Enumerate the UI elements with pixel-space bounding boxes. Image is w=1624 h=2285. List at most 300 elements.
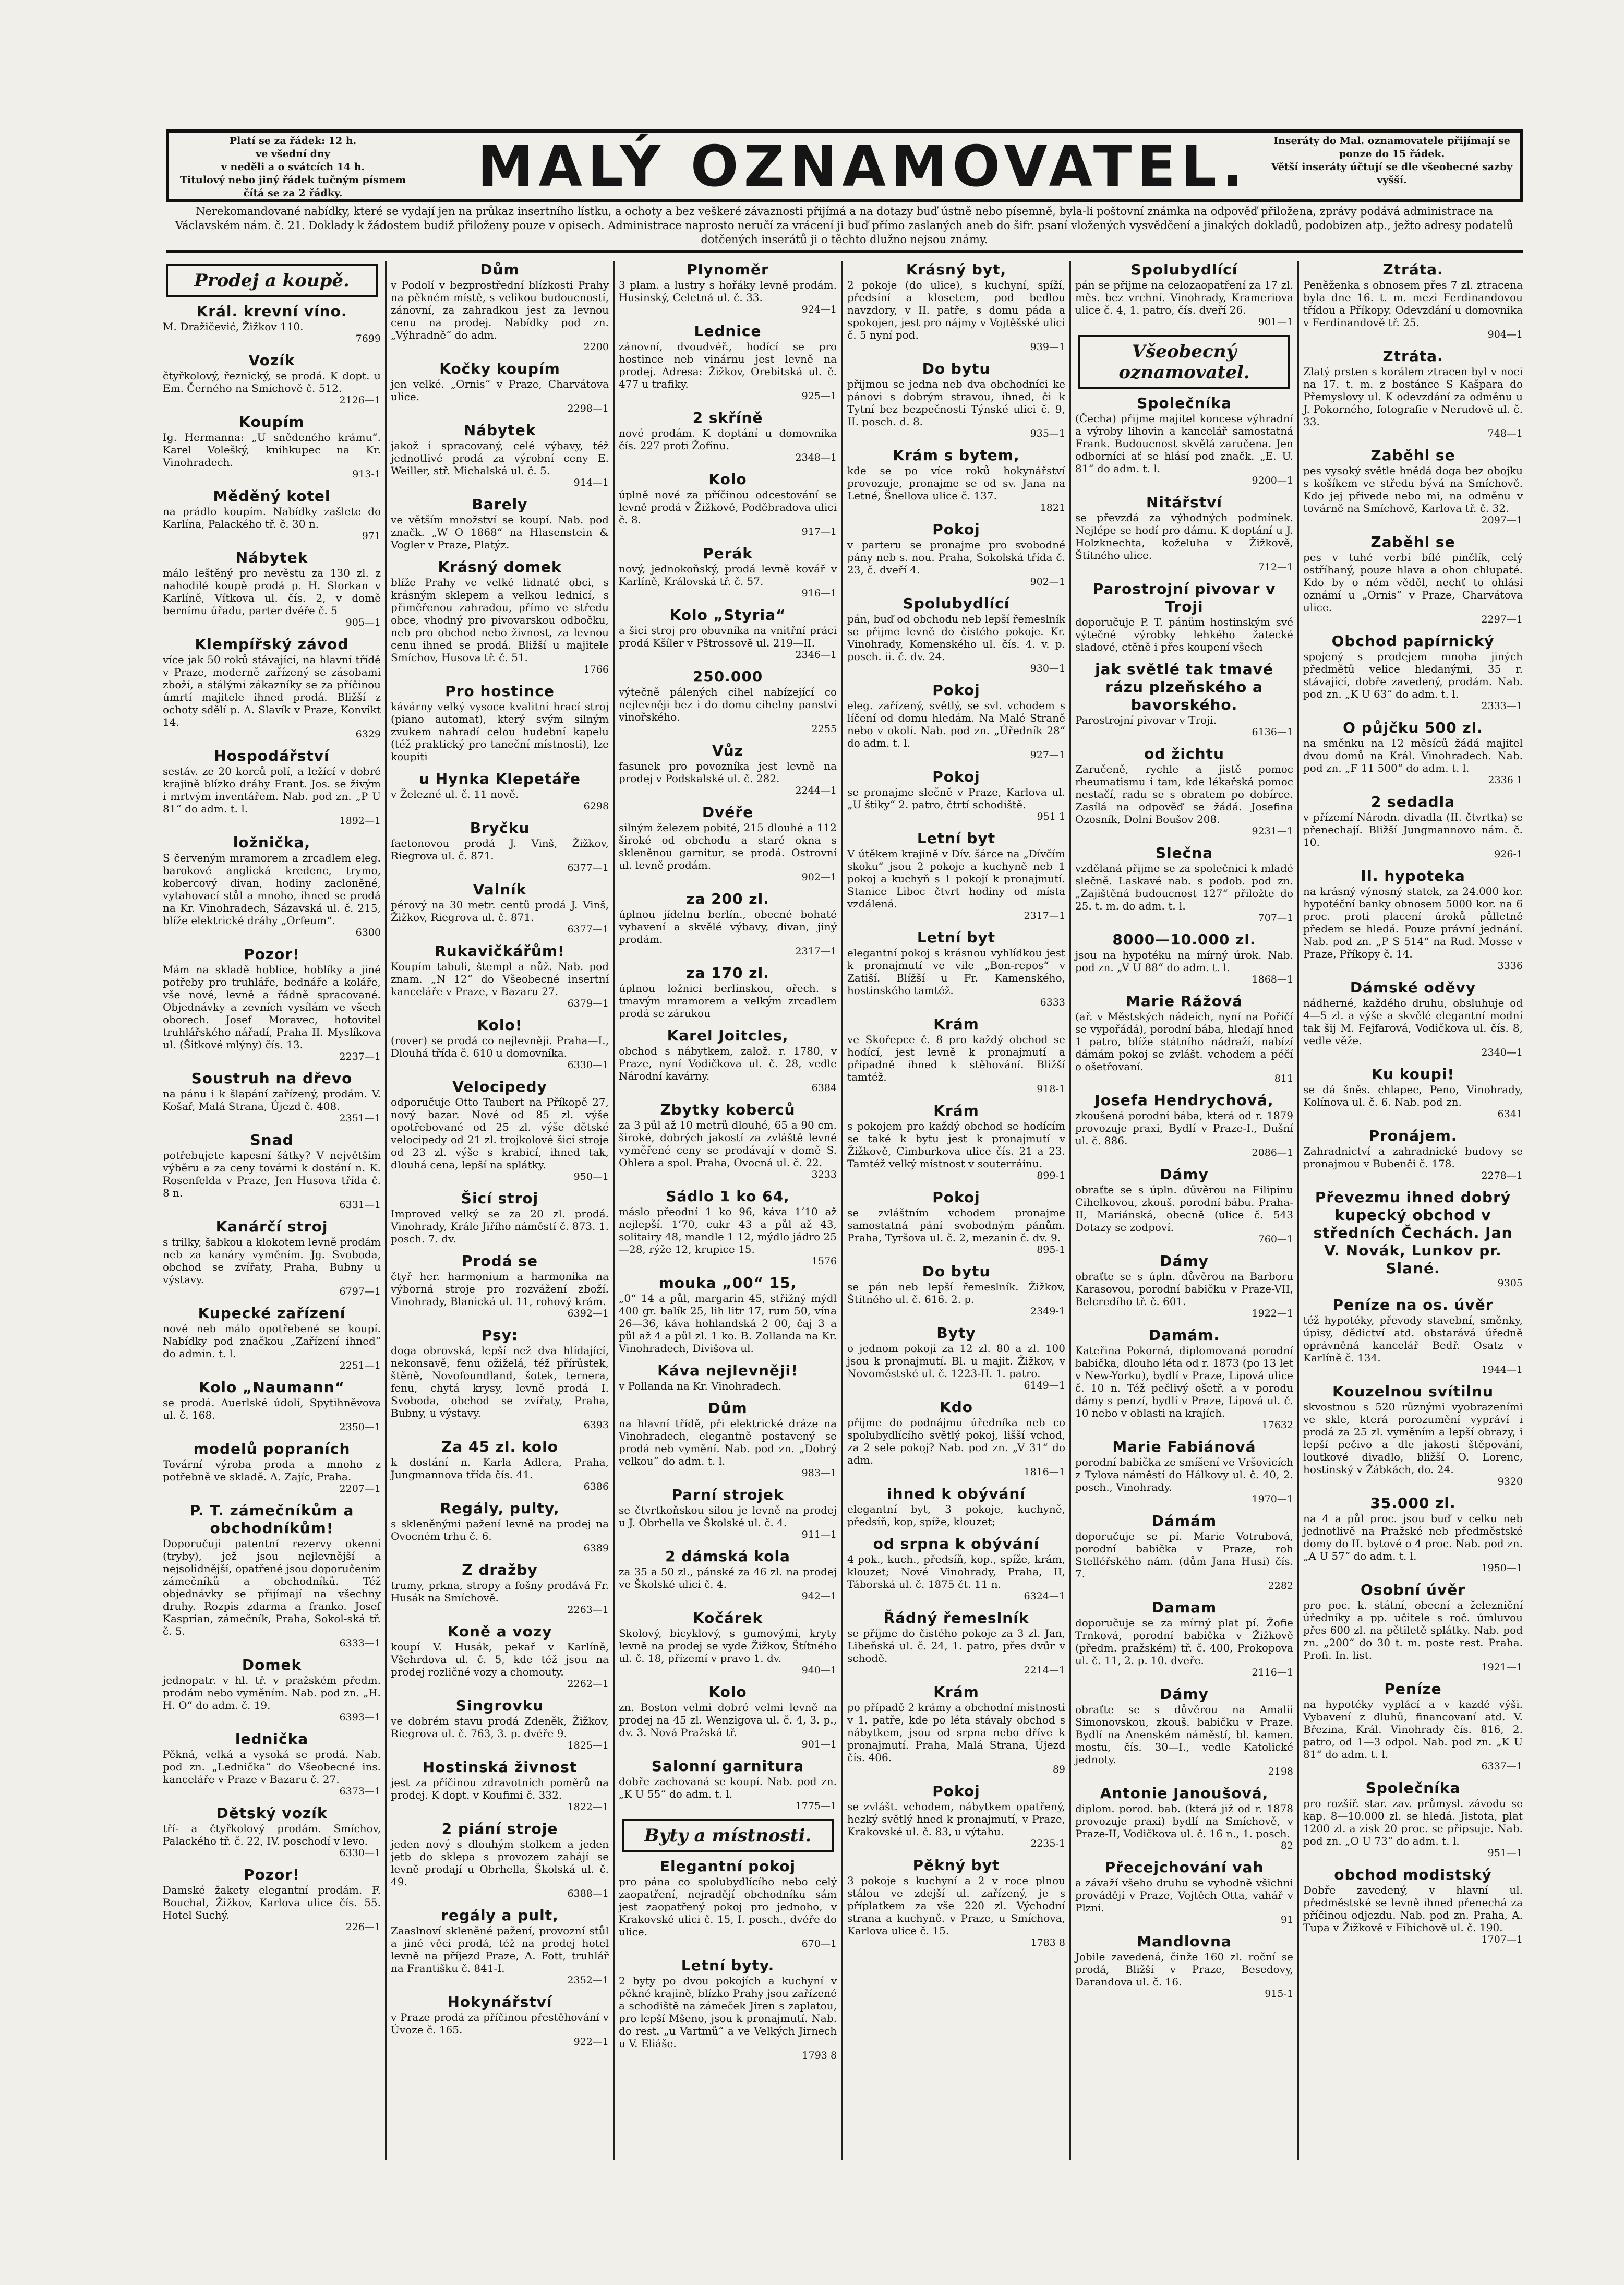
ad-text: doporučuje se pí. Marie Votrubová, porodní babička v Praze, roh Stelléřského nám. (dům Jana Husi) čís. 7. [1075,1530,1293,1580]
ad-column [159,261,387,2160]
ad-code: 6393 [583,1419,609,1431]
ad-heading: Ztráta. [1382,348,1443,365]
ad-heading: Zaběhl se [1370,447,1455,464]
ad-heading: Převezmu ihned dobrý kupecký obchod v středních Čechách. Jan V. Novák, Lunkov pr. Slané. [1313,1189,1513,1277]
ad-text: Improved velký se za 20 zl. prodá. Vinohrady, Krále Jiřího náměstí č. 873. 1. posch. 7. dv. [391,1207,609,1245]
classified-ad [391,942,609,1009]
ad-text: úplnou jídelnu berlín., obecné bohaté vybavení a skvělé výbavy, divan, jiný prodám. [619,908,837,946]
ad-code: 951 1 [1037,811,1065,822]
ad-text: Peněženka s obnosem přes 7 zl. ztracena byla dne 16. t. m. mezi Ferdinandovou třídou a Příkopy. Odevzdání u domovnika v Ferdinandově tř. 25. [1303,279,1523,329]
ad-heading: jak světlé tak tmavé rázu plzeňského a bavorského. [1095,661,1273,713]
ad-code: 2086—1 [1252,1147,1293,1158]
ad-code: 760—1 [1258,1234,1293,1245]
ad-text: Zaaslnoví skleněné pažení, provozní stůl a jiné věci prodá, též na prodej hotel levně na příjezd Praze, A. Fott, truhlář na Františku č. 841-I. [391,1924,609,1975]
ad-heading: Damam [1151,1599,1217,1616]
classified-ad [1303,1189,1523,1289]
ad-code: 17632 [1261,1419,1293,1431]
ad-code: 6341 [1497,1108,1523,1120]
ad-text: „0“ 14 a půl, margarin 45, střižný mýdl 400 gr. balík 25, lih litr 17, rum 50, vína 26—36, káva hohlandská 2 00, čaj 3 a půl až 4 a půl zl. 1 ko. B. Zollanda na Kr. Vinohradech, Divišova ul. [619,1292,837,1355]
ad-heading: 35.000 zl. [1370,1494,1456,1512]
classified-ad [619,606,837,661]
ad-heading: u Hynka Klepetáře [419,770,581,787]
classified-ad [619,1957,837,2061]
ad-heading: Kolo [708,471,747,488]
classified-ad [391,1820,609,1899]
ad-code: 2198 [1268,1766,1293,1777]
ad-code: 2263—1 [567,1604,609,1616]
classified-ad [391,1500,609,1554]
ad-code: 971 [362,530,381,542]
ad-text: ve Skořepce č. 8 pro každý obchod se hodící, jest levně k pronajmutí a připadně ihned k stěhování. Bližší tamtéž. [847,1033,1065,1083]
classified-ad [847,1609,1065,1676]
classified-ad [1303,1127,1523,1181]
ad-text: S červeným mramorem a zrcadlem eleg. barokové anglická kredenc, trymo, kobercový divan, hodiny zacloněné, vytahovací stůl a mnoho, ihned se prodá na Kr. Vinohradech, Sázavská ul. č. 215, blíže elektrické dráhy „Orfeum“. [163,852,381,927]
classified-ad [1075,394,1293,486]
classified-ad [847,1324,1065,1391]
ad-text: se pán neb lepší řemeslník. Žižkov, Štítného ul. č. 616. 2. p. [847,1281,1065,1306]
ad-heading: Měděný kotel [213,487,331,505]
ad-text: Mám na skladě hoblice, hoblíky a jiné potřeby pro truhláře, bednáře a koláře, vše nové, levně a řádně spracované. Objednávky a zevních vysílám ve všech oborech. Josef Moravec, hotovitel truhlářského nářadí, Praha II. Myslíkova ul. (Šitkové mlýny) čís. 13. [163,963,381,1051]
ad-heading: Kolo „Styria“ [669,606,786,624]
classified-ad [1303,867,1523,972]
ad-heading: za 170 zl. [686,964,769,982]
ad-heading: Perák [703,545,753,562]
classified-ad [163,834,381,938]
ad-code: 2352—1 [567,1975,609,1986]
classified-ad [619,1548,837,1602]
ad-heading: Singrovku [455,1697,544,1714]
ad-code: 82 [1280,1840,1293,1851]
classified-ad [619,804,837,883]
classified-ad [1303,533,1523,625]
ad-heading: Parostrojní pivovar v Troji [1092,580,1276,615]
ad-heading: Nábytek [463,422,536,439]
ad-text: výtečně pálených cihel nabízející co nejlevněji bez i do domu cihelny panství vinořského. [619,686,837,723]
ad-code: 901—1 [801,1739,837,1750]
classified-ad [1075,844,1293,924]
classified-ad [391,1758,609,1813]
section-heading: Byty a místnosti. [622,1819,834,1852]
ad-text: 2 pokoje (do ulice), s kuchyní, spíží, předsíní a klosetem, pod bedlou navzdory, v II. patře, s domu páda a spokojen, jest pro nájmy v Vojtěšské ulici č. 5 nyní pod. [847,279,1065,341]
ad-heading: Koupím [239,413,305,430]
classified-ad [391,1907,609,1986]
ad-code: 6324—1 [1024,1590,1065,1602]
ad-heading: 2 sedadla [1370,793,1455,810]
ad-text: v parteru se pronajme pro svobodné pány neb s. nou. Praha, Sokolská třída č. 23, č. dveří 4. [847,539,1065,576]
ad-code: 935—1 [1030,428,1065,439]
ad-text: jakož i spracovaný, celé výbavy, též jednotlivé prodá za výrobní ceny E. Weiller, stř. Michalská ul. č. 5. [391,439,609,477]
ad-heading: modelů popraních [193,1440,351,1457]
ad-code: 2317—1 [1024,910,1065,922]
classified-ad [163,303,381,344]
ad-heading: Dům [708,1399,748,1417]
ad-code: 6377—1 [567,862,609,874]
ad-heading: Pokoj [932,1782,980,1800]
classified-ad [163,1218,381,1297]
ad-text: jen velké. „Ornis“ v Praze, Charvátova ulice. [391,378,609,403]
classified-ad [163,1131,381,1211]
ad-heading: Parní strojek [671,1486,784,1503]
condition-line: Větší inseráty účtují se dle všeobecné sazby vyšší. [1271,161,1513,186]
classified-ad [847,261,1065,353]
ad-text: doga obrovská, lepší než dva hlídající, nekonsavě, fenu ožiželá, též přírůstek, štěně, Novofoundland, šotek, ternera, fenu, chytá krysy, levně prodá I. Svoboda, obchod se zvířaty, Praha, Bubny, u výstavy. [391,1344,609,1419]
ad-text: obchod s nábytkem, založ. r. 1780, v Praze, nyní Vodičkova ul. č. 28, vedle Národní kavárny. [619,1045,837,1082]
ad-heading: obchod modistský [1334,1866,1492,1883]
administration-notice: Nerekomandované nabídky, které se vydají jen na průkaz insertního lístku, a ochoty a bez veškeré závaznosti přijímá a na dotazy buď ústně nebo písemně, byla-li poštovní známka na odpověď přiložena, zprávy podává administrace na Václavském nám. č. 21. Doklady k žádostem budiž přiloženy pouze v opisech. Administrace naprosto neručí za vrácení ji buď přímo zaslaných aneb do šifr. psaní vložených vysvědčení a jinakých dokladů, podobizen atp., ježto adresy podatelů dotčených inserátů ji o těchto dlužno nejsou známy. [166,205,1523,253]
ad-code: 2346—1 [795,649,837,661]
ad-heading: Hospodářství [214,747,330,764]
classified-ad [847,1102,1065,1181]
ad-code: 1766 [583,664,609,675]
ad-heading: Ku koupi! [1371,1066,1455,1083]
ad-text: na hypotéky vyplácí a v kazdé výši. Vybavení z dluhů, financovaní atd. V. Březina, Král. Vinohrady čís. 816, 2. patro, od 1—3 odpol. Nab. pod zn. „K U 81“ do adm. t. l. [1303,1698,1523,1761]
ad-text: eleg. zařízený, světlý, se svl. vchodem s líčení od domu hledám. Na Malé Straně nebo v okolí. Nab. pod zn. „Úředník 28“ do adm. t. l. [847,699,1065,749]
ad-code: 6298 [583,800,609,812]
ad-code: 6386 [583,1481,609,1492]
ad-heading: ihned k obývání [887,1485,1026,1502]
ad-heading: Mandlovna [1137,1933,1232,1950]
classified-ad [1303,1066,1523,1120]
classified-ad [1075,1326,1293,1431]
classified-ad [1075,1092,1293,1158]
ad-text: blíže Prahy ve velké lidnaté obci, s krásným sklepem a velkou lednicí, s přiměřenou zahradou, přímo ve středu obce, vhodný pro pivovarskou odbočku, neb pro obchod nebo živnost, za levnou cenu ihned se prodá. Bližší u majitele Smíchov, Husova tř. č. 51. [391,576,609,664]
ad-text: přijmou se jedna neb dva obchodníci ke pánovi s dobrým stravou, ihned, či k Tytní bez bezpečnosti Týnské ulici č. 9, II. posch. d. 8. [847,378,1065,428]
ad-heading: Spolubydlící [1130,261,1238,278]
ad-code: 2251—1 [339,1360,381,1371]
classified-ad [1303,447,1523,526]
rate-line: Titulový nebo jiný řádek tučným písmem čítá se za 2 řádky. [179,174,406,199]
ad-code: 916—1 [801,588,837,599]
ad-text: též hypotéky, převody stavební, směnky, úpisy, dědictví atd. obstarává úředně oprávněná kancelář Bedř. Osatz v Karlíně č. 134. [1303,1314,1523,1364]
classified-ad [391,496,609,551]
ad-code: 6389 [583,1542,609,1554]
ad-heading: Dámské oděvy [1350,979,1476,996]
ad-heading: Regály, pulty, [440,1500,560,1517]
ad-heading: Dámám [1151,1512,1217,1529]
classified-ad [847,1398,1065,1478]
ad-text: v Praze prodá za příčinou přestěhování v Úvoze č. 165. [391,2011,609,2036]
ad-text: V útěkem krajině v Dív. šárce na „Dívčím skoku“ jsou 2 pokoje a kuchyně neb 1 pokoj a kuchyň s 1 pokojí k pronajmutí. Stanice Liboc čtvrt hodiny od místa vzdálená. [847,847,1065,910]
ad-code: 911—1 [801,1529,837,1540]
ad-text: se zvláštním vchodem pronajme samostatná pání svobodným pánům. Praha, Tyršova ul. č. 2, mezanin č. dv. 9. [847,1206,1065,1244]
ad-heading: Prodá se [462,1252,538,1270]
ad-text: kde se po více roků hokynářství provozuje, pronajme se od sv. Jana na Letné, Šnellova ulice č. 137. [847,464,1065,502]
ad-heading: Slečna [1155,844,1213,862]
ad-text: pérový na 30 metr. centů prodá J. Vinš, Žižkov, Riegrova ul. č. 871. [391,899,609,924]
ad-heading: Spolubydlící [903,595,1010,612]
ad-code: 901—1 [1258,316,1293,328]
classified-ad [163,1656,381,1723]
ad-text: pes vysoký světle hnědá doga bez obojku s košíkem ve středu bývá na Smíchově. Kdo jej přivede nebo mi, na odměnu v továrně na Smíchově, Karlova tř. č. 32. [1303,464,1523,515]
ad-text: v Podolí v bezprostřední blízkosti Prahy na pěkném místě, s velikou budoucností, zánovní, za zahradkou jest za levnou cenu na prodej. Nabídky pod zn. „Výhradně“ do adm. [391,279,609,341]
ad-text: odporučuje Otto Taubert na Příkopě 27, nový bazar. Nové od 85 zl. výše opotřebované od 25 zl. výše dětské velocipedy od 21 zl. trojkolové šicí stroje od 23 zl. výše s krabicí, ihned tak, dlouhá cena, lepší na splátky. [391,1096,609,1171]
ad-heading: Kolo „Naumann“ [198,1379,345,1396]
ad-text: čtyřkolový, řeznický, se prodá. K dopt. u Em. Černého na Smíchově č. 512. [163,369,381,394]
ad-heading: Antonie Janoušová, [1100,1785,1269,1802]
ad-code: 1775—1 [795,1800,837,1812]
ad-code: 2116—1 [1252,1667,1293,1678]
classified-ad [1075,1933,1293,2000]
ad-code: 2214—1 [1024,1665,1065,1676]
ad-heading: Do bytu [922,360,991,377]
ad-heading: mouka „00“ 15, [658,1274,797,1291]
ad-code: 6337—1 [1481,1761,1523,1772]
ad-code: 925—1 [801,390,837,402]
classified-ad [847,360,1065,439]
classified-ad [847,1263,1065,1317]
ad-heading: Rukavičkářům! [435,942,565,960]
classified-ad [391,1326,609,1431]
section-heading: Prodej a koupě. [166,264,378,297]
classified-ad [619,1101,837,1180]
classified-ad [1075,1685,1293,1777]
ad-code: 707—1 [1258,912,1293,924]
ad-heading: Letní byt [917,830,996,847]
classified-ad [391,422,609,488]
ad-text: sestáv. ze 20 korců polí, a ležící v dobré krajině blízko dráhy Frant. Jos. se živým i mrtvým inventářem. Nab. pod zn. „P U 81“ do adm. t. l. [163,765,381,815]
ad-heading: Pro hostince [445,683,555,700]
ad-text: se dá šněs. chlapec, Peno, Vinohrady, Kolínova ul. č. 6. Nab. pod zn. [1303,1083,1523,1108]
ad-text: pro poc. k. státní, obecní a železniční úředníky a pp. učitele s roč. úmluvou přes 600 zl. na pětiletě splátky. Nab. pod zn. „200“ do 30 t. m. poste rest. Praha. Profi. In. list. [1303,1599,1523,1661]
ad-text: Tovární výroba proda a mnoho z potřebně ve skladě. A. Zajíc, Praha. [163,1458,381,1483]
classified-ad [847,595,1065,674]
ad-text: nové prodám. K doptání u domovnika čís. 227 proti Žofínu. [619,427,837,452]
ad-code: 6373—1 [339,1786,381,1797]
masthead-conditions [1269,135,1514,187]
ad-code: 6149—1 [1024,1380,1065,1391]
ad-code: 1922—1 [1252,1308,1293,1319]
ad-code: 924—1 [801,304,837,315]
classified-ad [1303,1866,1523,1945]
ad-text: se prodá. Auerlské údolí, Spytihněvova ul. č. 168. [163,1396,381,1421]
ad-code: 2207—1 [339,1483,381,1494]
ad-code: 905—1 [345,617,381,628]
ad-code: 902—1 [1030,576,1065,588]
classified-ad [619,1858,837,1949]
ad-text: na prádlo koupím. Nabídky zašlete do Karlína, Palackého tř. č. 30 n. [163,505,381,530]
classified-ad [847,681,1065,761]
ad-code: 2297—1 [1481,614,1523,625]
classified-ad [391,1993,609,2048]
ad-code: 1707—1 [1481,1934,1523,1945]
ad-code: 1816—1 [1024,1466,1065,1478]
ad-heading: Marie Fabiánová [1112,1438,1256,1455]
classified-ad [1303,1581,1523,1673]
ad-code: 7699 [355,333,381,344]
ad-code: 6300 [355,927,381,938]
classified-ad [619,1399,837,1479]
ad-heading: Soustruh na dřevo [191,1070,353,1087]
classified-ad [163,352,381,406]
ad-text: ve větším množství se koupí. Nab. pod značk. „W O 1868“ na Hlasenstein & Vogler v Praze, Platýz. [391,513,609,551]
ad-text: s skleněnými pažení levně na prodej na Ovocném trhu č. 6. [391,1517,609,1542]
ad-code: 1821 [1040,502,1065,513]
ad-code: 2348—1 [795,452,837,463]
ad-heading: Vozík [248,352,295,369]
ad-text: Pěkná, velká a vysoká se prodá. Nab. pod zn. „Lednička“ do Všeobecné ins. kanceláře v Praze v Bazaru č. 27. [163,1748,381,1786]
ad-code: 2237—1 [339,1051,381,1062]
ad-text: nový, jednokoňský, prodá levně kovář v Karlíně, Královská tř. č. 57. [619,563,837,588]
classified-ad [619,1274,837,1355]
ad-heading: Domek [242,1656,302,1673]
classified-ad [1303,261,1523,340]
ad-code: 895-1 [1037,1244,1065,1255]
classified-ad [619,890,837,957]
ad-text: doporučuje se za mírný plat pí. Žofie Trnková, porodní babička v Žižkově (předm. pražském) tř. č. 400, Prokopova ul. č. 11, 2. p. 10. dveře. [1075,1617,1293,1667]
ad-heading: Psy: [481,1326,519,1344]
ad-code: 950—1 [573,1171,609,1182]
ad-code: 1970—1 [1252,1493,1293,1505]
ad-text: (rover) se prodá co nejlevněji. Praha—I., Dlouhá třída č. 610 u domovníka. [391,1034,609,1059]
ad-text: obraťte se s úpln. důvěrou na Filipinu Cihelkovou, zkouš. porodní bábu. Praha-II, Mariánská, obecně (ulice č. 543 Dotazy se zodpoví. [1075,1183,1293,1234]
classified-ad [163,1379,381,1433]
classified-ad [391,1190,609,1245]
ad-heading: Kolo [708,1683,747,1701]
classified-ad [619,261,837,315]
ad-heading: Karel Joitcles, [667,1027,789,1044]
ad-heading: Kouzelnou svítilnu [1332,1383,1494,1400]
ad-code: 2340—1 [1481,1047,1523,1058]
ad-heading: II. hypoteka [1361,867,1465,884]
ad-heading: Pozor! [244,1866,300,1883]
ad-code: 2333—1 [1481,700,1523,712]
ad-code: 9320 [1497,1476,1523,1487]
ad-heading: Snad [250,1131,294,1149]
ad-heading: Kočárek [692,1609,763,1626]
classified-ad [1075,1599,1293,1678]
ad-heading: Krám [933,1683,979,1701]
ad-text: porodní babička ze smíšení ve Vršovicích z Tylova náměstí do Hálkovy ul. č. 40, 2. posch., Vinohrady. [1075,1456,1293,1493]
ad-heading: Pokoj [932,1189,980,1206]
ad-heading: Pokoj [932,768,980,785]
ad-text: Skolový, bicyklový, s gumovými, kryty levně na prodej se vyde Žižkov, Štítného ul. č. 18, přízemí v pravo 1. dv. [619,1627,837,1665]
ad-code: 1868—1 [1252,974,1293,985]
ad-heading: Hokynářství [447,1993,552,2011]
classified-ad [619,668,837,735]
classified-ad [163,636,381,740]
ad-text: máslo přeodní 1 ko 96, káva 1‘10 až nejlepší. 1‘70, cukr 43 a půl až 43, solitairy 48, mandle 1 12, mýdlo jádro 25—28, rýže 12, krupice 15. [619,1205,837,1255]
ad-heading: Sádlo 1 ko 64, [666,1188,790,1205]
ad-heading: Do bytu [922,1263,991,1280]
classified-ad [391,881,609,935]
ad-text: jednopatr. v hl. tř. v pražském předm. prodám nebo vyměním. Nab. pod zn. „H. H. O“ do adm. č. 19. [163,1674,381,1712]
ad-text: se převzdá za výhodných podmínek. Nejlépe se hodí pro dámu. K doptání u J. Holzknechta, koželuha v Žižkově, Štítného ulice. [1075,511,1293,561]
classified-ad [847,1485,1065,1528]
classified-ad [163,1804,381,1859]
ad-heading: Marie Rážová [1125,992,1243,1010]
ad-code: 1921—1 [1481,1661,1523,1673]
ad-text: zánovní, dvoudvéř., hodící se pro hostince neb vinárnu jest levně na prodej. Adresa: Žižkov, Orebitská ul. č. 477 u trafiky. [619,340,837,390]
ad-text: trumy, prkna, stropy a fošny prodává Fr. Husák na Smíchově. [391,1579,609,1604]
ad-heading: 250.000 [692,668,763,685]
ad-heading: Kočky koupím [439,360,560,377]
ad-text: obraťte se s důvěrou na Amalii Simonovskou, zkouš. babičku v Praze. Bydlí na Anenském náměstí, bl. kamen. mostu, čís. 30—I., vedle Katolické jednoty. [1075,1703,1293,1766]
ad-text: obraťte se s úpln. důvěrou na Barboru Karasovou, porodní babičku v Praze-VII, Belcredího tř. č. 601. [1075,1270,1293,1308]
ad-text: se pronajme slečně v Praze, Karlova ul. „U štiky“ 2. patro, čtrtí schodiště. [847,786,1065,811]
ad-heading: Velocipedy [452,1078,547,1095]
ad-heading: Valník [473,881,527,898]
ad-heading: Letní byt [917,929,996,946]
ad-text: Zlatý prsten s korálem ztracen byl v noci na 17. t. m. z bostánce S Kašpara do Přemyslovy ul. K odevzdání za odměnu u J. Pokorného, fotografie v Nerudově ul. č. 33. [1303,365,1523,428]
ad-text: koupí V. Husák, pekař v Karlíně, Všehrdova ul. č. 5, kde též jsou na prodej rozličné vozy a chomouty. [391,1641,609,1678]
ad-text: diplom. porod. bab. (která již od r. 1878 provozuje praxi) bydlí na Smíchově, v Praze-II, Vodičkova ul. č. 16 n., 1. posch. [1075,1802,1293,1840]
ad-column [1071,261,1299,2160]
ad-heading: Kolo! [477,1016,523,1034]
ad-heading: Z dražby [462,1561,538,1578]
classified-ad [1303,1779,1523,1859]
ad-code: 1783 8 [1030,1937,1065,1948]
ad-heading: Zbytky koberců [660,1101,796,1118]
ad-text: tří- a čtyřkolový prodám. Smíchov, Palackého tř. č. 22, IV. poschodí v levo. [163,1822,381,1847]
ad-code: 1576 [811,1255,837,1267]
ad-code: 6379—1 [567,998,609,1009]
ad-text: zn. Boston velmi dobré velmi levně na prodej na 45 zl. Wenzigova ul. č. 4, 3. p., dv. 3. Nová Pražská tř. [619,1701,837,1739]
rate-line: Platí se za řádek: 12 h. [229,135,357,147]
ad-heading: Peníze [1384,1680,1442,1697]
classified-ad [163,747,381,827]
ad-code: 6331—1 [339,1199,381,1211]
ad-text: spojený s prodejem mnoha jiných předmětů velice hledanými, 35 r. stávající, dobře zavedený, prodám. Nab. pod zn. „K U 63“ do adm. t. l. [1303,650,1523,700]
ad-code: 6330—1 [339,1847,381,1859]
ad-text: čtyř her. harmonium a harmonika na výborná stroje pro rozvážení zboží. Vinohrady, Blanická ul. 11, rohový krám. [391,1270,609,1308]
ad-heading: Zaběhl se [1370,533,1455,551]
classified-ad [619,1027,837,1094]
ad-text: Jobile zavedená, činže 160 zl. roční se prodá, Bližší v Praze, Besedovy, Darandova ul. č. 16. [1075,1951,1293,1988]
ad-code: 1825—1 [567,1740,609,1751]
ad-text: na hlavní třídě, při elektrické dráze na Vinohradech, elegantně postavený se prodá neb vymění. Nab. pod zn. „Dobrý velkou“ do adm. t. l. [619,1417,837,1467]
classified-ad [163,946,381,1062]
classified-ad [847,1782,1065,1849]
classified-ad [619,1609,837,1676]
ad-text: doporučuje P. T. pánům hostinským své výtečné výrobky lehkého žatecké sladové, ctěně i přes koupení všech [1075,616,1293,653]
classified-ad [391,1697,609,1751]
classified-ad [619,1188,837,1267]
ad-text: 3 plam. a lustry s hořáky levně prodám. Husinský, Celetná ul. č. 33. [619,279,837,304]
ad-heading: Elegantní pokoj [659,1858,796,1875]
classified-ad [1075,1859,1293,1925]
classified-ad [1303,793,1523,860]
classified-ad [1303,1494,1523,1574]
ad-text: dobře zachovaná se koupí. Nab. pod zn. „K U 55“ do adm. t. l. [619,1775,837,1800]
classified-ad [391,1438,609,1492]
ad-text: jest za příčinou zdravotních poměrů na prodej. K dopt. v Koufimi č. 332. [391,1776,609,1801]
ad-text: se čtvrtkoňskou silou je levně na prodej u J. Obrhella ve Školské ul. č. 4. [619,1504,837,1529]
ad-code: 89 [1052,1764,1065,1775]
ad-code: 2235-1 [1030,1838,1065,1849]
ad-text: Doporučuji patentní rezervy okenní (tryby), jež jsou nejlevnější a nejsolidnější, opatřené jsou doporučením zámečníků a obchodníků. Též objednávky se přijímají na všechny druhy. Rozpis zdarma a franko. Josef Kasprian, zámečník, Praha, Sokol-ská tř. č. 5. [163,1537,381,1637]
ad-heading: Peníze na os. úvěr [1332,1296,1494,1313]
classified-ad [1075,931,1293,985]
classified-ad [1303,719,1523,786]
ad-code: 2298—1 [567,403,609,414]
ad-code: 2262—1 [567,1678,609,1690]
ad-text: pes v tuhé verbí bílé pinčlík, celý ostříhaný, pouze hlava a ohon chlupaté. Kdo by o ném věděl, nechť to ohlásí oznámí u „Ornis“ v Praze, Charvátova ulice. [1303,551,1523,614]
ad-code: 926-1 [1494,848,1523,860]
ad-heading: Dámy [1160,1685,1209,1703]
ad-text: pán se přijme na celozaopatření za 17 zl. měs. bez vrchní. Vinohrady, Krameriova ulice č. 4, 1. patro, čís. dveří 26. [1075,279,1293,316]
ad-code: 6392—1 [567,1308,609,1319]
ad-heading: Letní byty. [681,1957,775,1974]
classified-ad [163,1502,381,1649]
ad-text: 2 byty po dvou pokojích a kuchyní v pěkné krajině, blízko Prahy jsou zařízené a schodiště na zámeček Jiren s zaplatou, pro lepší Mšeno, jsou k pronajmutí. Nab. do rest. „u Vartmů“ a ve Velkých Jirnech u V. Eliáše. [619,1975,837,2050]
ad-text: 3 pokoje s kuchyní a 2 v roce plnou stálou ve zdejší ul. zařízený, je s příplatkem za vše 220 zl. Východní strana a kuchyně. v Praze, u Smíchova, Karlova ulice č. 15. [847,1874,1065,1937]
classified-ad [847,929,1065,1008]
classified-ad [1075,1512,1293,1592]
ad-code: 2244—1 [795,785,837,796]
ad-text: (ař. v Městských nádeích, nyní na Poříčí se vypořádá), porodní bába, hledají hned 1 patro, blíže státního nádraží, nabízí dámám pokoj se zvlášt. vchodem a péčí o ošetřovaní. [1075,1010,1293,1073]
ad-heading: Nábytek [235,549,308,566]
ad-text: málo leštěný pro nevěstu za 130 zl. z nahodilé koupě prodá p. H. Slorkan v Karlíně, Vítkova ul. čís. 2, v domě bernímu úřadu, parter dvéře č. 5 [163,567,381,617]
